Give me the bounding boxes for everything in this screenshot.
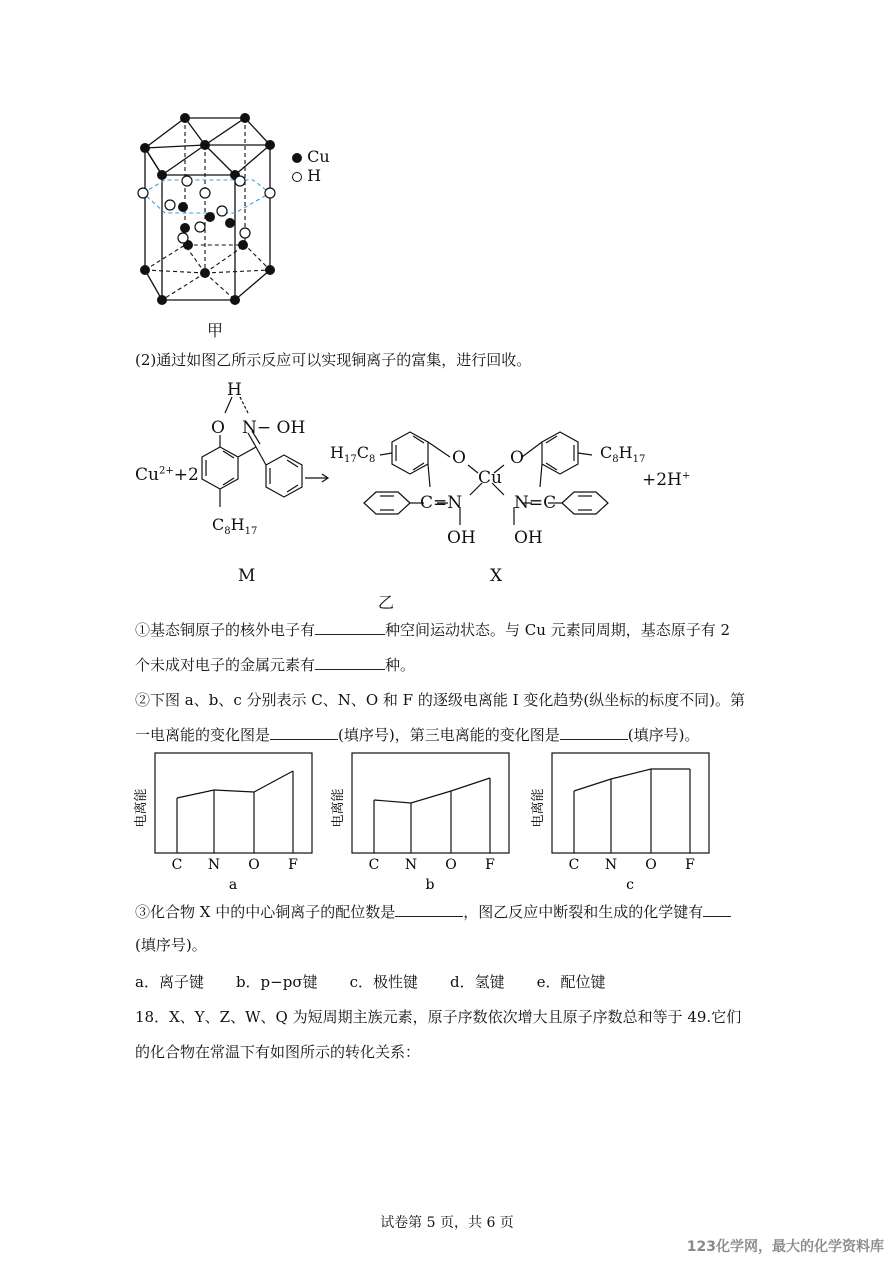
q18-line2: 的化合物在常温下有如图所示的转化关系： [135,1043,421,1061]
m-o-atom: O [211,418,225,438]
chart-b-tick-O: O [445,857,457,873]
legend-cu [292,147,330,166]
chart-a-tick-N: N [207,857,221,873]
x-right-o: O [510,448,524,468]
answer-blank-2[interactable] [315,655,385,670]
m-noh-tail: − OH [256,418,306,438]
chart-c-label: c [626,877,634,893]
q3-line2: (填序号)。 [135,936,207,954]
chart-b-series-line [374,778,490,803]
crystal-structure-figure [125,105,345,320]
reactant-cu-ion [135,465,199,485]
q3-line1: ③化合物 X 中的中心铜离子的配位数是 ，图乙反应中断裂和生成的化学键有 [135,902,731,922]
answer-blank-6[interactable] [703,902,731,917]
q1-line1: ①基态铜原子的核外电子有 种空间运动状态。与 Cu 元素同周期，基态原子有 2 [135,621,731,639]
answer-blank-4[interactable] [560,725,628,740]
legend-h [292,166,321,185]
chart-a-tick-O: O [248,857,260,873]
answer-blank-5[interactable] [395,902,463,917]
x-left-o: O [452,448,466,468]
page-footer: 试卷第 5 页，共 6 页 [380,1215,514,1231]
m-n-label: N [242,418,257,438]
figure-jia-caption: 甲 [207,321,224,340]
chart-c-tick-N: N [604,857,618,873]
chart-b-frame [352,753,509,853]
coefficient: +2 [173,465,199,485]
option-a: a．离子键 [135,973,204,991]
answer-blank-1[interactable] [315,620,385,635]
q2-line1: ②下图 a、b、c 分别表示 C、N、O 和 F 的逐级电离能 I 变化趋势(纵坐标的标度不同)。第 [135,691,746,709]
chart-c-tick-O: O [645,857,657,873]
legend-h-label: H [307,166,322,185]
chart-a-label: a [228,877,238,893]
chart-b-tick-C: C [368,857,380,873]
q1-line2: 个未成对电子的金属元素有 种。 [135,656,416,674]
option-c: c．极性键 [349,973,418,991]
chart-c-tick-F: F [685,857,695,873]
reaction-figure [130,375,710,575]
chart-a-tick-C: C [171,857,183,873]
x-cu-center: Cu [478,468,502,488]
cu-ion-symbol: Cu [135,465,159,485]
figure-yi-caption: 乙 [378,593,395,612]
chart-a-tick-F: F [288,857,298,873]
m-n-atom [242,418,305,438]
q2-intro: (2)通过如图乙所示反应可以实现铜离子的富集，进行回收。 [135,351,532,369]
chart-c-tick-C: C [568,857,580,873]
chart-b-ylabel: 电离能 [331,788,346,828]
ionization-energy-charts [130,745,790,895]
chart-c-ylabel: 电离能 [531,788,546,828]
x-right-oh: OH [514,528,543,548]
chart-b-tick-N: N [404,857,418,873]
x-left-c8h17: $H_{17}C_8$ [330,443,376,466]
m-c8h17: $C_8H_{17}$ [212,515,258,538]
product-h-text: +2H [642,470,682,490]
chart-c-frame [552,753,709,853]
product-h-ions [642,470,690,490]
cu-ion-charge: 2+ [158,465,174,477]
x-left-oh: OH [447,528,476,548]
product-h-charge: + [681,470,691,482]
site-watermark: 123化学网，最大的化学资料库 [686,1239,884,1255]
q18-line1: 18．X、Y、Z、W、Q 为短周期主族元素，原子序数依次增大且原子序数总和等于 49.它们 [135,1008,742,1026]
answer-blank-3[interactable] [270,725,338,740]
q2-line2: 一电离能的变化图是 (填序号)，第三电离能的变化图是 (填序号)。 [135,726,700,744]
chart-c-series-line [574,769,690,791]
chart-a-frame [155,753,312,853]
m-h-atom: H [227,380,242,400]
option-d: d．氢键 [449,973,505,991]
h-circle-icon [292,172,302,182]
chart-b-tick-F: F [485,857,495,873]
x-right-c8h17: $C_8H_{17}$ [600,443,646,466]
cu-dot-icon [292,153,302,163]
chart-a-ylabel: 电离能 [134,788,149,828]
chart-b-label: b [425,877,435,893]
x-right-nc: N=C [514,493,557,513]
legend-cu-label: Cu [307,147,330,166]
q3-options [135,972,637,992]
option-e: e．配位键 [536,973,606,991]
m-label: M [238,566,256,586]
x-left-cn: C=N [420,493,463,513]
option-b: b．p−pσ键 [235,973,318,991]
x-label: X [490,566,503,586]
chart-a-series-line [177,771,293,798]
